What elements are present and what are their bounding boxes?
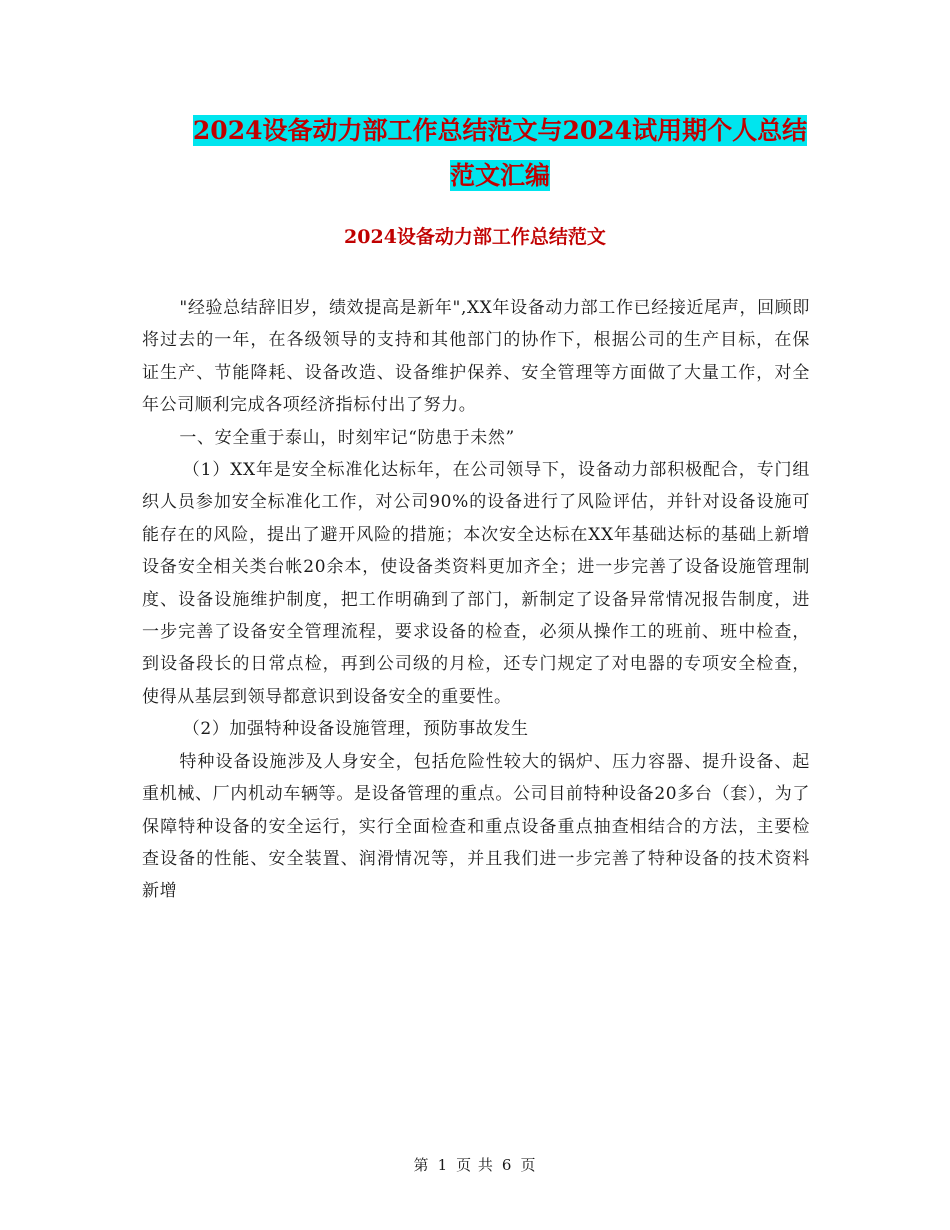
document-title	[140, 108, 860, 198]
page-footer	[0, 1154, 950, 1175]
document-body	[142, 292, 810, 908]
footer-total-pages: 6	[501, 1156, 513, 1174]
footer-page-number: 1	[437, 1156, 449, 1174]
section-title: 2024设备动力部工作总结范文	[344, 226, 606, 248]
paragraph-special-equipment: 特种设备设施涉及人身安全，包括危险性较大的锅炉、压力容器、提升设备、起重机械、厂内机动车辆等。是设备管理的重点。公司目前特种设备20多台（套），为了保障特种设备的安全运行，实行全面检查和重点设备重点抽查相结合的方法，主要检查设备的性能、安全装置、润滑情况等，并且我们进一步完善了特种设备的技术资料新增	[142, 751, 810, 902]
paragraph-intro: "经验总结辞旧岁，绩效提高是新年",XX年设备动力部工作已经接近尾声，回顾即将过去的一年，在各级领导的支持和其他部门的协作下，根据公司的生产目标，在保证生产、节能降耗、设备改造、设备维护保养、安全管理等方面做了大量工作，对全年公司顺利完成各项经济指标付出了努力。	[142, 298, 810, 416]
heading-safety: 一、安全重于泰山，时刻牢记“防患于未然”	[179, 427, 515, 448]
heading-special-equipment: （2）加强特种设备设施管理，预防事故发生	[182, 719, 529, 740]
footer-prefix: 第	[413, 1156, 430, 1174]
paragraph-safety-1: （1）XX年是安全标准化达标年，在公司领导下，设备动力部积极配合，专门组织人员参加安全标准化工作，对公司90%的设备进行了风险评估，并针对设备设施可能存在的风险，提出了避开风险的措施；本次安全达标在XX年基础达标的基础上新增设备安全相关类台帐20余本，使设备类资料更加齐全；进一步完善了设备设施管理制度、设备设施维护制度，把工作明确到了部门，新制定了设备异常情况报告制度，进一步完善了设备安全管理流程，要求设备的检查，必须从操作工的班前、班中检查，到设备段长的日常点检，再到公司级的月检，还专门规定了对电器的专项安全检查，使得从基层到领导都意识到设备安全的重要性。	[142, 460, 810, 707]
footer-suffix: 页	[520, 1156, 537, 1174]
document-title-line1: 2024设备动力部工作总结范文与2024试用期个人总结	[192, 116, 808, 145]
footer-middle: 页 共	[456, 1156, 494, 1174]
document-title-line2: 范文汇编	[449, 161, 550, 190]
